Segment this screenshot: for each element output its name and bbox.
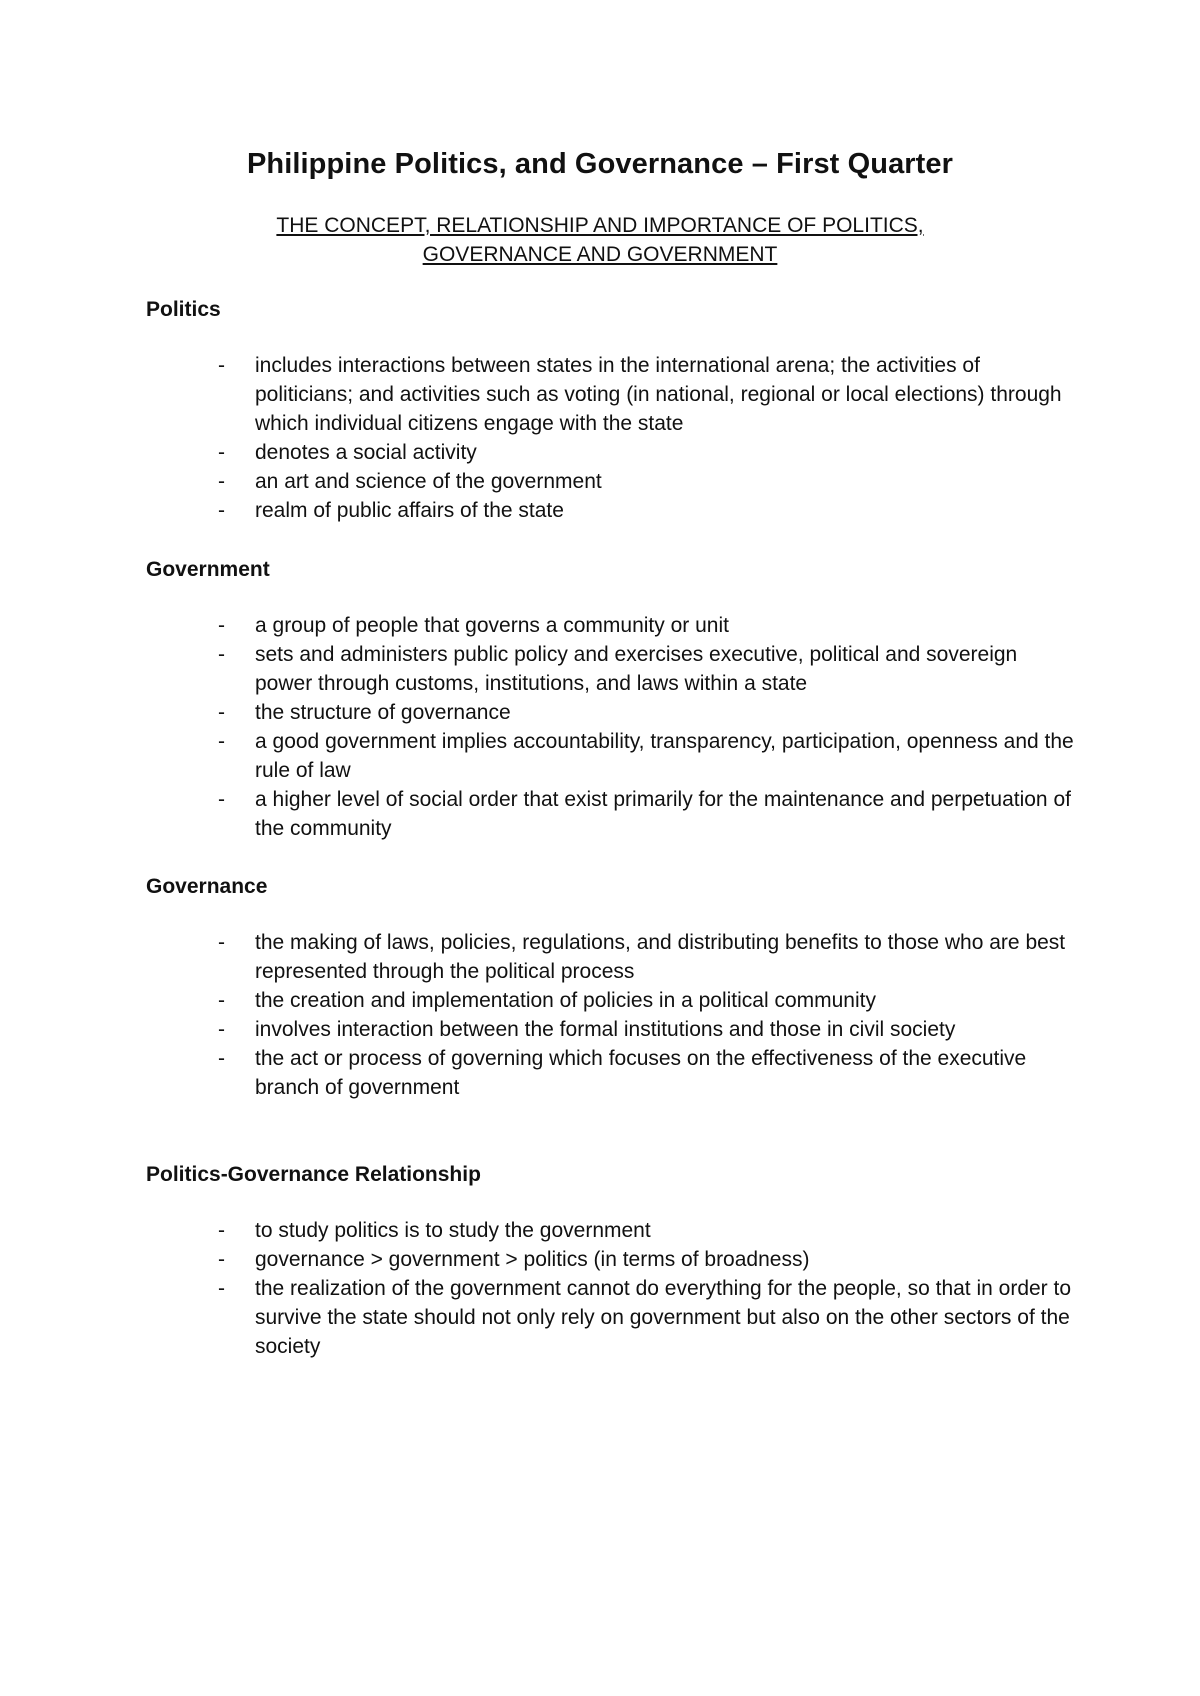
bullet-dash: -	[218, 1018, 225, 1041]
bullet-text: the creation and implementation of policies in a political community	[255, 989, 876, 1012]
bullet-text: includes interactions between states in the international arena; the activities of politicians; and activities such as voting (in national, regional or local elections) through which individual citizens engage with the state	[255, 354, 1062, 435]
bullet-dash: -	[218, 499, 225, 522]
list-item	[146, 1274, 1076, 1361]
section-government	[146, 555, 1076, 843]
bullet-text: governance > government > politics (in terms of broadness)	[255, 1248, 810, 1271]
bullet-dash: -	[218, 788, 225, 811]
list-item	[146, 928, 1076, 986]
list-item	[146, 1216, 1076, 1245]
bullet-list	[146, 1216, 1076, 1361]
bullet-list	[146, 351, 1076, 525]
bullet-dash: -	[218, 643, 225, 666]
document-subtitle: THE CONCEPT, RELATIONSHIP AND IMPORTANCE OF POLITICS, GOVERNANCE AND GOVERNMENT	[276, 214, 924, 266]
list-item	[146, 727, 1076, 785]
section-heading: Government	[146, 558, 270, 581]
bullet-dash: -	[218, 701, 225, 724]
list-item	[146, 467, 1076, 496]
bullet-dash: -	[218, 1219, 225, 1242]
list-item	[146, 1245, 1076, 1274]
bullet-text: a good government implies accountability, transparency, participation, openness and the rule of law	[255, 730, 1074, 782]
section-heading: Politics-Governance Relationship	[146, 1163, 481, 1186]
bullet-text: the act or process of governing which focuses on the effectiveness of the executive branch of government	[255, 1047, 1027, 1099]
bullet-text: sets and administers public policy and exercises executive, political and sovereign power through customs, institutions, and laws within a state	[255, 643, 1018, 695]
bullet-dash: -	[218, 931, 225, 954]
list-item	[146, 785, 1076, 843]
list-item	[146, 986, 1076, 1015]
list-item	[146, 698, 1076, 727]
bullet-dash: -	[218, 470, 225, 493]
section-heading: Politics	[146, 298, 221, 321]
bullet-list	[146, 611, 1076, 843]
bullet-dash: -	[218, 1248, 225, 1271]
list-item	[146, 1044, 1076, 1102]
bullet-text: realm of public affairs of the state	[255, 499, 564, 522]
bullet-text: to study politics is to study the government	[255, 1219, 651, 1242]
bullet-dash: -	[218, 730, 225, 753]
section-governance	[146, 872, 1076, 1102]
bullet-text: involves interaction between the formal institutions and those in civil society	[255, 1018, 956, 1041]
bullet-dash: -	[218, 1277, 225, 1300]
bullet-text: the structure of governance	[255, 701, 511, 724]
list-item	[146, 496, 1076, 525]
section-politics	[146, 295, 1076, 525]
bullet-text: the making of laws, policies, regulations, and distributing benefits to those who are best represented through the political process	[255, 931, 1066, 983]
bullet-text: the realization of the government cannot do everything for the people, so that in order to survive the state should not only rely on government but also on the other sectors of the society	[255, 1277, 1072, 1358]
list-item	[146, 438, 1076, 467]
bullet-text: denotes a social activity	[255, 441, 477, 464]
bullet-text: a higher level of social order that exist primarily for the maintenance and perpetuation of the community	[255, 788, 1071, 840]
section-politics-governance-relationship	[146, 1160, 1076, 1361]
section-heading: Governance	[146, 875, 268, 898]
list-item	[146, 1015, 1076, 1044]
bullet-list	[146, 928, 1076, 1102]
bullet-dash: -	[218, 989, 225, 1012]
list-item	[146, 640, 1076, 698]
bullet-dash: -	[218, 354, 225, 377]
bullet-dash: -	[218, 441, 225, 464]
bullet-text: a group of people that governs a community or unit	[255, 614, 729, 637]
bullet-dash: -	[218, 614, 225, 637]
bullet-text: an art and science of the government	[255, 470, 602, 493]
document-title: Philippine Politics, and Governance – First Quarter	[246, 148, 954, 180]
list-item	[146, 611, 1076, 640]
list-item	[146, 351, 1076, 438]
bullet-dash: -	[218, 1047, 225, 1070]
